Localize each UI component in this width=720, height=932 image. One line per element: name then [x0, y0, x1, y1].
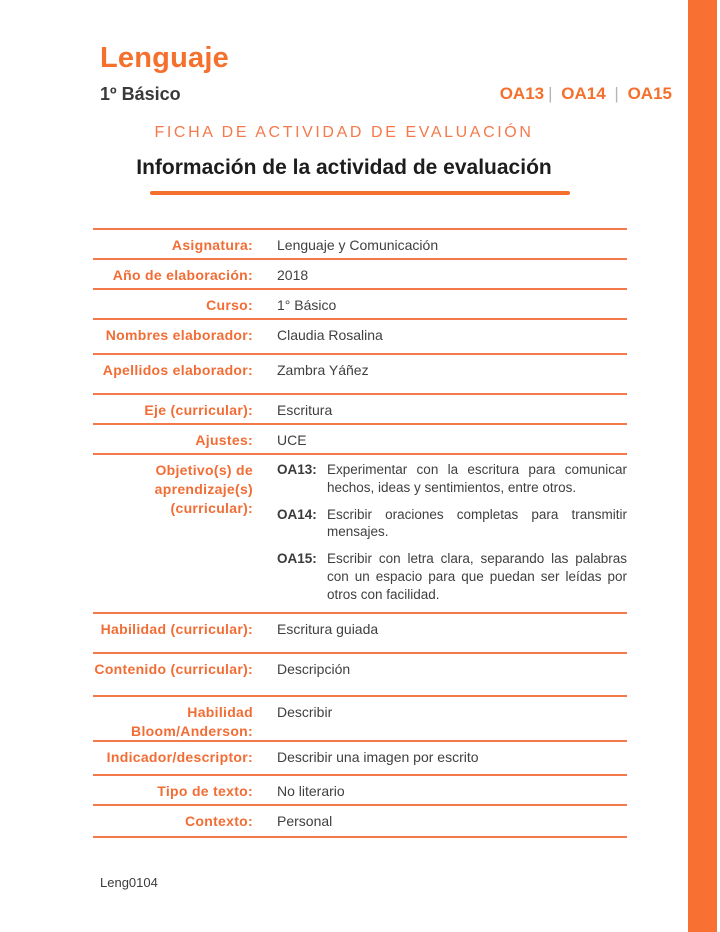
table-row-curso: [93, 288, 627, 318]
row-label: Curso:: [206, 297, 253, 313]
row-value: 2018: [277, 267, 309, 283]
table-row-contenido-curricular: [93, 652, 627, 695]
row-label: Contenido (curricular):: [94, 660, 253, 677]
subject-title: Lenguaje: [100, 42, 229, 74]
row-label: Habilidad (curricular):: [100, 620, 253, 637]
orange-side-bar: [688, 0, 717, 932]
info-table: [93, 228, 627, 838]
objective-text: Experimentar con la escritura para comunicar hechos, ideas y sentimientos, entre otros.: [327, 462, 627, 495]
objective-code: OA13:: [277, 462, 317, 477]
row-label: Contexto:: [184, 813, 253, 830]
row-label: Ajustes:: [195, 432, 253, 448]
oa-code-3: OA15: [627, 84, 672, 103]
oa-code-1: OA13: [499, 84, 545, 103]
row-value: Lenguaje y Comunicación: [277, 237, 439, 253]
row-label: Año de elaboración:: [112, 267, 253, 283]
objective-code: OA14:: [277, 506, 317, 522]
table-row-asignatura: [93, 228, 627, 258]
row-value: No literario: [277, 783, 345, 800]
table-row-eje-curricular: [93, 393, 627, 423]
table-row-contexto: [93, 804, 627, 838]
table-row-objetivos-aprendizaje: [93, 453, 627, 612]
table-row-tipo-de-texto: [93, 774, 627, 804]
oa-codes: [500, 84, 672, 104]
row-label: Tipo de texto:: [157, 783, 253, 800]
page-title: Información de la actividad de evaluación: [136, 156, 552, 179]
oa-separator: |: [548, 84, 553, 103]
table-row-habilidad-curricular: [93, 612, 627, 652]
table-row-apellidos-elaborador: [93, 353, 627, 393]
objectives-list: [277, 461, 627, 612]
oa-code-2: OA14: [561, 84, 606, 103]
table-row-ajustes: [93, 423, 627, 453]
row-label: Nombres elaborador:: [105, 327, 253, 343]
document-code: Leng0104: [100, 875, 158, 890]
table-row-ano-elaboracion: [93, 258, 627, 288]
row-value: Describir: [277, 703, 333, 720]
ficha-heading: FICHA DE ACTIVIDAD DE EVALUACIÓN: [154, 124, 534, 141]
objective-item: [277, 461, 627, 497]
row-value: Describir una imagen por escrito: [277, 749, 479, 766]
row-label: Eje (curricular):: [144, 402, 253, 418]
objective-text: Escribir con letra clara, separando las palabras con un espacio para que puedan ser leídas por otros con facilidad.: [327, 551, 627, 602]
row-value: UCE: [277, 432, 307, 448]
row-value: Escritura guiada: [277, 620, 379, 637]
objective-code: OA15:: [277, 551, 317, 567]
objective-item: [277, 506, 627, 542]
row-value: Descripción: [277, 660, 351, 677]
row-label: Asignatura:: [171, 237, 253, 253]
table-row-nombres-elaborador: [93, 318, 627, 353]
grade-label: 1º Básico: [100, 84, 181, 104]
row-value: Escritura: [277, 402, 333, 418]
row-value: Personal: [277, 813, 333, 830]
row-label: Objetivo(s) de aprendizaje(s) (curricular):: [154, 462, 253, 516]
row-value: 1° Básico: [277, 297, 337, 313]
row-label: Apellidos elaborador:: [102, 362, 253, 378]
row-label: Habilidad Bloom/Anderson:: [131, 703, 253, 739]
title-underline: [150, 191, 570, 195]
oa-separator: |: [614, 84, 619, 103]
row-value: Claudia Rosalina: [277, 327, 383, 343]
row-value: Zambra Yáñez: [277, 362, 369, 378]
objective-item: [277, 550, 627, 603]
objective-text: Escribir oraciones completas para transmitir mensajes.: [327, 506, 627, 540]
row-label: Indicador/descriptor:: [106, 749, 253, 766]
table-row-indicador-descriptor: [93, 740, 627, 774]
table-row-habilidad-bloom: [93, 695, 627, 741]
